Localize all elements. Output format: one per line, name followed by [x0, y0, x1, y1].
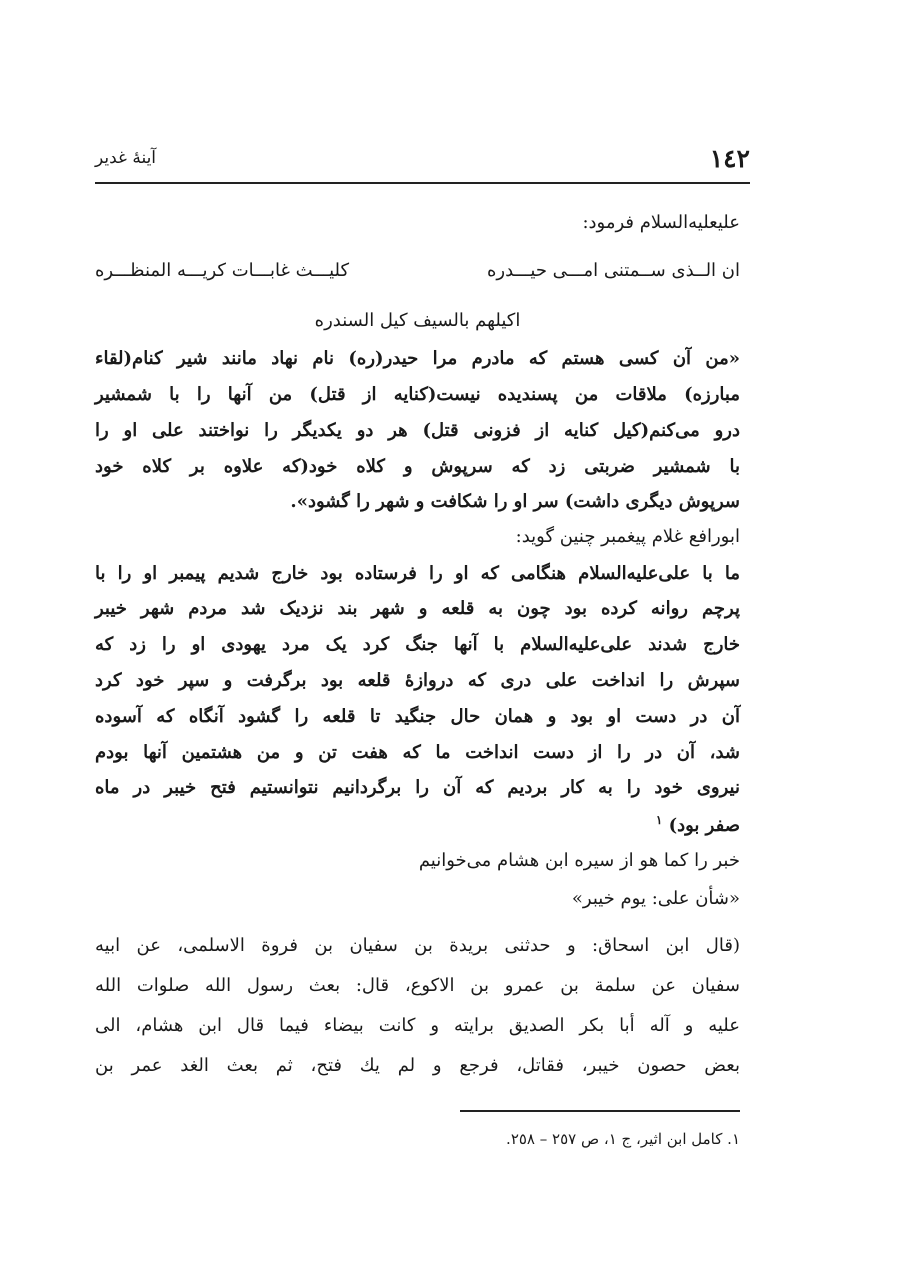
translation-line: مبارزه) ملاقات من پسندیده نیست(کنایه از قتل) من آنها را با شمشیر [95, 384, 740, 405]
translation-line: سرپوش دیگری داشت) سر او را شکافت و شهر را گشود». [290, 491, 740, 512]
abu-rafi-line: آن در دست او بود و همان حال جنگید تا قلعه را گشود آنگاه که آسوده [95, 706, 740, 727]
khabar-intro: خبر را کما هو از سیره ابن هشام می‌خوانیم [418, 850, 740, 871]
abu-rafi-line: پرچم روانه کرده بود چون به قلعه و شهر بند نزدیک شد مردم شهر خیبر [95, 598, 740, 619]
footnote: ١. کامل ابن اثیر، ج ١، ص ٢٥٧ – ٢٥٨. [506, 1130, 740, 1148]
arabic-line: علیه و آله أبا بکر الصدیق برایته و کانت بیضاء فیما قال ابن هشام، الی [95, 1015, 740, 1036]
arabic-line: (قال ابن اسحاق: و حدثنی بریدة بن سفیان بن فروة الاسلمی، عن ابیه [95, 935, 740, 956]
verse-hemistich-3: اکیلهم بالسیف کیل السندره [314, 310, 521, 331]
abu-rafi-line: خارج شدند علی‌علیه‌السلام با آنها جنگ کرد یک مرد یهودی او را زد که [95, 634, 740, 655]
page-body [95, 0, 740, 1100]
verse-row [95, 260, 740, 290]
verse-hemistich-2: کلیـــث غابـــات کریـــه المنظـــره [95, 260, 350, 281]
arabic-line: بعض حصون خیبر، فقاتل، فرجع و لم یك فتح، ثم بعث الغد عمر بن [95, 1055, 740, 1076]
footnote-rule [460, 1110, 740, 1112]
abu-rafi-line: نیروی خود را به کار بردیم که آن را برگردانیم نتوانستیم فتح خیبر در ماه [95, 777, 740, 798]
abu-rafi-intro: ابورافع غلام پیغمبر چنین گوید: [515, 526, 740, 547]
intro-line: علیعلیه‌السلام فرمود: [582, 212, 740, 233]
section-title: «شأن علی: یوم خیبر» [571, 888, 740, 909]
abu-rafi-line: سپرش را انداخت علی دری که دروازهٔ قلعه بود برگرفت و سپر خود کرد [95, 670, 740, 691]
translation-line: با شمشیر ضربتی زد که سرپوش و کلاه خود(که علاوه بر کلاه خود [95, 456, 740, 477]
abu-rafi-last-text: صفر بود) [668, 815, 740, 836]
footnote-marker: ١ [655, 813, 663, 827]
arabic-line: سفیان عن سلمة بن عمرو بن الاکوع، قال: بعث رسول الله صلوات الله [95, 975, 740, 996]
abu-rafi-last-line [656, 813, 740, 836]
running-title: آينهٔ غدير [95, 148, 157, 168]
translation-line: «من آن کسی هستم که مادرم مرا حیدر(ره) نام نهاد مانند شیر کنام(لقاء [95, 348, 740, 369]
abu-rafi-line: ما با علی‌علیه‌السلام هنگامی که او را فرستاده بود خارج شدیم پیمبر او را با [95, 563, 740, 584]
page-number: ١٤٢ [709, 144, 750, 173]
translation-line: درو می‌کنم(کیل کنایه از فزونی قتل) هر دو یکدیگر را نواختند علی او را [95, 420, 740, 441]
verse-hemistich-1: ان الــذی ســمتنی امـــی حیـــدره [487, 260, 740, 281]
abu-rafi-line: شد، آن در را از دست انداخت ما که هفت تن و من هشتمین آنها بودم [95, 742, 740, 763]
